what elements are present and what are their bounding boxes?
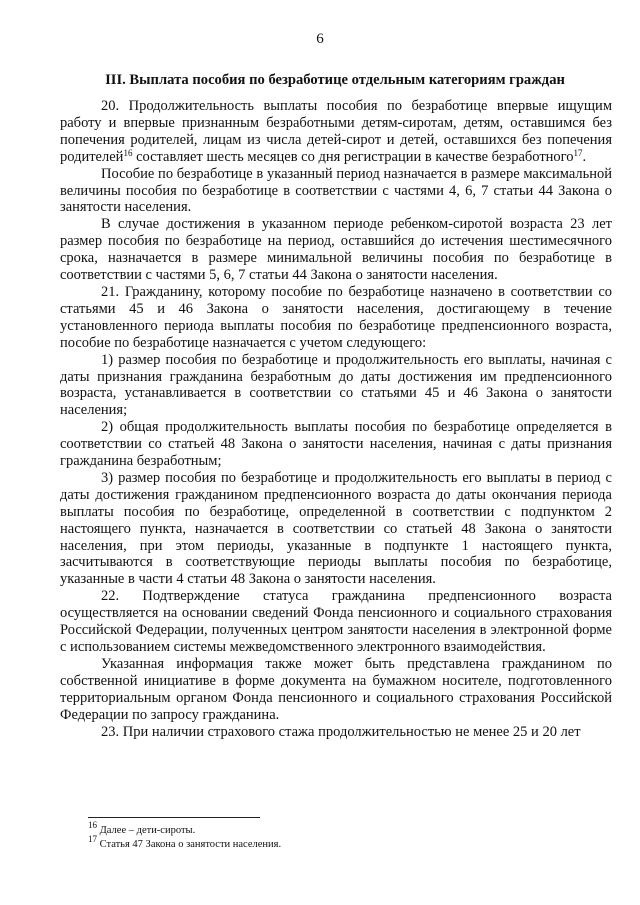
- paragraph: 22. Подтверждение статуса гражданина предпенсионного возраста осуществляется на основании сведений Фонда пенсионного и социального страхования Российской Федерации, полученных центром занятости населения в электронной форме с использованием системы межведомственного электронного взаимодействия.: [60, 588, 612, 655]
- footnotes: [88, 820, 388, 852]
- footnote-separator: [88, 817, 260, 818]
- footnote-ref: 17: [573, 147, 583, 158]
- paragraph: 20. Продолжительность выплаты пособия по безработице впервые ищущим работу и впервые признанным безработными детям-сиротам, детям, оставшимся без попечения родителей, лицам из числа детей-сирот и детей, оставшихся без попечения родителей$^{16}$ составляет шесть месяцев со дня регистрации в качестве безработного$^{17}$.: [60, 98, 612, 165]
- section-heading: III. Выплата пособия по безработице отдельным категориям граждан: [105, 72, 565, 88]
- paragraph: Указанная информация также может быть представлена гражданином по собственной инициативе в форме документа на бумажном носителе, подготовленного территориальным органом Фонда пенсионного и социального страхования Российской Федерации по запросу гражданина.: [60, 655, 612, 723]
- document-body: [60, 98, 612, 740]
- paragraph: Пособие по безработице в указанный период назначается в размере максимальной величины пособия по безработице в соответствии с частями 4, 6, 7 статьи 44 Закона о занятости населения.: [60, 165, 612, 216]
- paragraph: 1) размер пособия по безработице и продолжительность его выплаты, начиная с даты признания гражданина безработным до даты достижения им предпенсионного возраста, устанавливается в соответствии со статьями 45 и 46 Закона о занятости населения;: [60, 351, 612, 419]
- footnote: $^{16}$ Далее – дети-сироты.: [88, 820, 196, 836]
- footnote-ref: 16: [123, 147, 133, 158]
- footnote: $^{17}$ Статья 47 Закона о занятости населения.: [88, 834, 282, 850]
- paragraph: 2) общая продолжительность выплаты пособия по безработице определяется в соответствии со статьей 48 Закона о занятости населения, начиная с даты признания гражданина безработным;: [60, 419, 612, 470]
- paragraph: 3) размер пособия по безработице и продолжительность его выплаты в период с даты достижения гражданином предпенсионного возраста до даты окончания периода выплаты пособия по безработице, определенной в соответствии с подпунктом 2 настоящего пункта, назначается в соответствии со статьей 48 Закона о занятости населения, при этом периоды, указанные в подпункте 1 настоящего пункта, засчитываются в соответствующие периоды выплаты пособия по безработице, указанные в части 4 статьи 48 Закона о занятости населения.: [60, 469, 612, 588]
- paragraph: 23. При наличии страхового стажа продолжительностью не менее 25 и 20 лет: [101, 723, 581, 740]
- page-number: 6: [316, 31, 324, 47]
- paragraph: В случае достижения в указанном периоде ребенком-сиротой возраста 23 лет размер пособия по безработице на период, оставшийся до истечения шестимесячного срока, назначается в размере минимальной величины пособия по безработице в соответствии с частями 5, 6, 7 статьи 44 Закона о занятости населения.: [60, 216, 612, 284]
- paragraph: 21. Гражданину, которому пособие по безработице назначено в соответствии со статьями 45 и 46 Закона о занятости населения, достигающему в течение установленного периода выплаты пособия по безработице предпенсионного возраста, пособие по безработице назначается с учетом следующего:: [60, 283, 612, 351]
